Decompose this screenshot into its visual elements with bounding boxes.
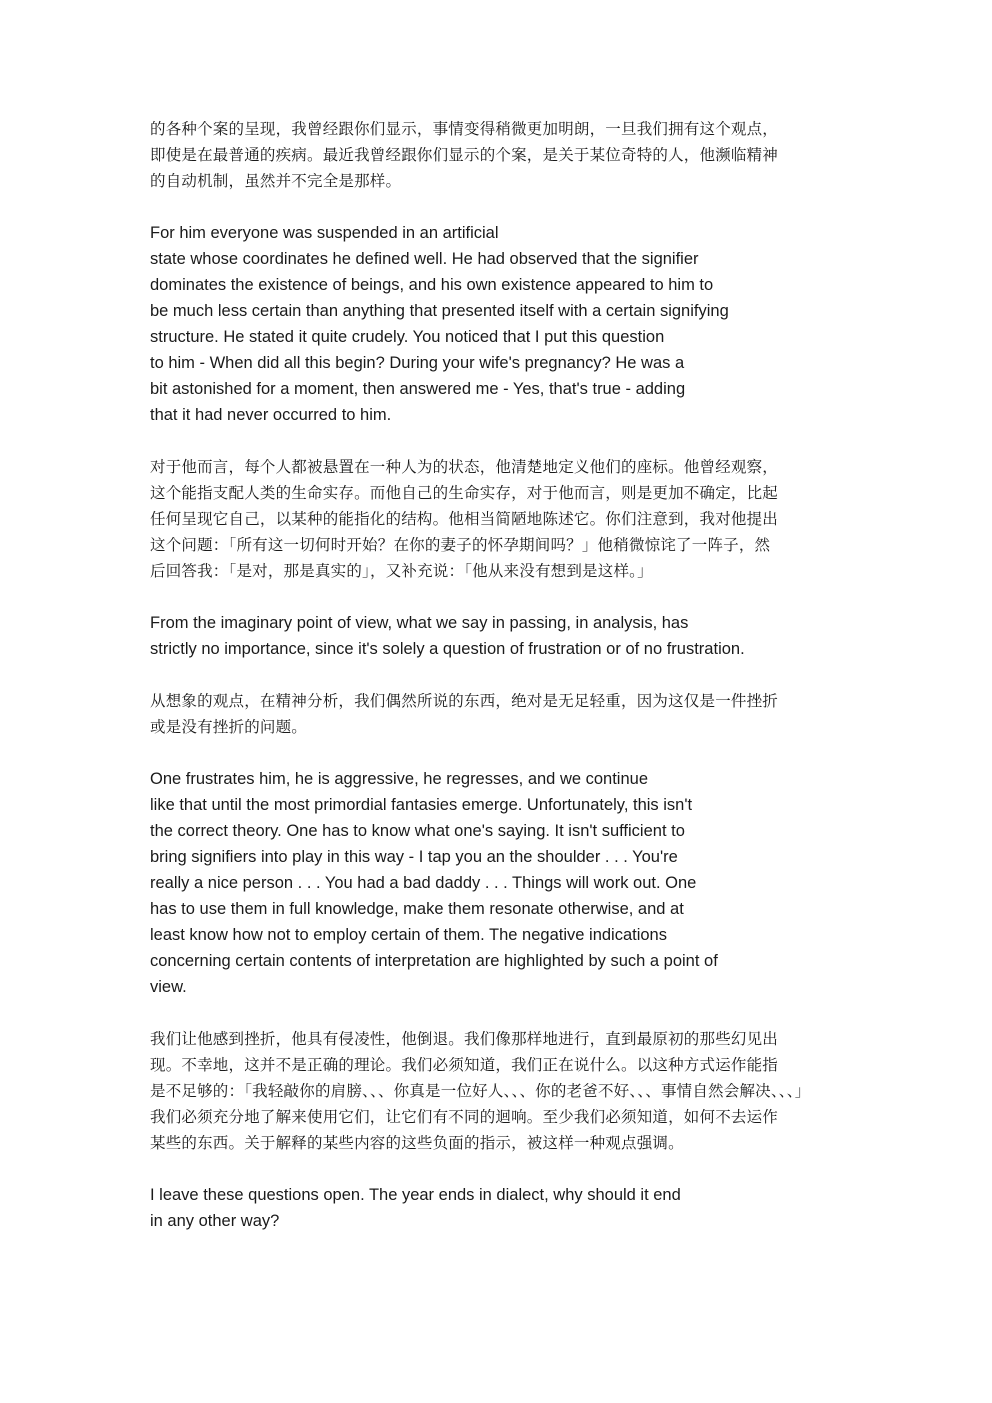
text-line: 这个能指支配人类的生命实存。而他自己的生命实存，对于他而言，则是更加不确定，比起 xyxy=(150,484,779,502)
text-line: like that until the most primordial fantasies emerge. Unfortunately, this isn't xyxy=(150,796,693,814)
paragraph-en-1 xyxy=(150,220,850,428)
document-page xyxy=(150,116,850,1260)
text-line: 现。不幸地，这并不是正确的理论。我们必须知道，我们正在说什么。以这种方式运作能指 xyxy=(150,1056,779,1074)
text-line: concerning certain contents of interpretation are highlighted by such a point of xyxy=(150,952,718,970)
text-line: view. xyxy=(150,978,187,996)
text-line: 对于他而言，每个人都被悬置在一种人为的状态，他清楚地定义他们的座标。他曾经观察， xyxy=(150,458,779,476)
text-line: really a nice person . . . You had a bad daddy . . . Things will work out. One xyxy=(150,874,697,892)
paragraph-en-3 xyxy=(150,766,850,1000)
text-line: 任何呈现它自己，以某种的能指化的结构。他相当简陋地陈述它。你们注意到，我对他提出 xyxy=(150,510,779,528)
paragraph-zh-1 xyxy=(150,116,844,194)
paragraph-zh-4 xyxy=(150,1026,844,1156)
paragraph-zh-2 xyxy=(150,454,844,584)
text-line: 我们让他感到挫折，他具有侵凌性，他倒退。我们像那样地进行，直到最原初的那些幻见出 xyxy=(150,1030,779,1048)
text-line: bring signifiers into play in this way - I tap you an the shoulder . . . You're xyxy=(150,848,678,866)
paragraph-zh-3 xyxy=(150,688,844,740)
text-line: 后回答我：「是对，那是真实的」，又补充说：「他从来没有想到是这样。」 xyxy=(150,562,653,580)
text-line: 从想象的观点，在精神分析，我们偶然所说的东西，绝对是无足轻重，因为这仅是一件挫折 xyxy=(150,692,779,710)
text-line: dominates the existence of beings, and his own existence appeared to him to xyxy=(150,276,714,294)
text-line: 即使是在最普通的疾病。最近我曾经跟你们显示的个案，是关于某位奇特的人，他濒临精神 xyxy=(150,146,779,164)
text-line: 某些的东西。关于解释的某些内容的这些负面的指示，被这样一种观点强调。 xyxy=(150,1134,684,1152)
text-line: the correct theory. One has to know what one's saying. It isn't sufficient to xyxy=(150,822,685,840)
text-line: 或是没有挫折的问题。 xyxy=(150,718,308,736)
text-line: least know how not to employ certain of them. The negative indications xyxy=(150,926,667,944)
paragraph-en-2 xyxy=(150,610,850,662)
text-line: strictly no importance, since it's solely a question of frustration or of no frustration. xyxy=(150,640,745,658)
text-line: I leave these questions open. The year ends in dialect, why should it end xyxy=(150,1186,681,1204)
text-line: From the imaginary point of view, what we say in passing, in analysis, has xyxy=(150,614,689,632)
text-line: 这个问题：「所有这一切何时开始？在你的妻子的怀孕期间吗？」他稍微惊诧了一阵子，然 xyxy=(150,536,771,554)
text-line: has to use them in full knowledge, make them resonate otherwise, and at xyxy=(150,900,684,918)
text-line: structure. He stated it quite crudely. You noticed that I put this question xyxy=(150,328,665,346)
paragraph-en-4 xyxy=(150,1182,850,1234)
text-line: One frustrates him, he is aggressive, he regresses, and we continue xyxy=(150,770,649,788)
text-line: 的自动机制，虽然并不完全是那样。 xyxy=(150,172,402,190)
text-line: state whose coordinates he defined well. He had observed that the signifier xyxy=(150,250,699,268)
text-line: 的各种个案的呈现，我曾经跟你们显示，事情变得稍微更加明朗，一旦我们拥有这个观点， xyxy=(150,120,779,138)
text-line: For him everyone was suspended in an artificial xyxy=(150,224,499,242)
text-line: in any other way? xyxy=(150,1212,280,1230)
text-line: 我们必须充分地了解来使用它们，让它们有不同的迴响。至少我们必须知道，如何不去运作 xyxy=(150,1108,779,1126)
text-line: bit astonished for a moment, then answered me - Yes, that's true - adding xyxy=(150,380,686,398)
text-line: that it had never occurred to him. xyxy=(150,406,392,424)
text-line: be much less certain than anything that presented itself with a certain signifying xyxy=(150,302,729,320)
text-line: 是不足够的：「我轻敲你的肩膀、、、你真是一位好人、、、你的老爸不好、、、事情自然会解决、、、」 xyxy=(150,1082,811,1100)
text-line: to him - When did all this begin? During your wife's pregnancy? He was a xyxy=(150,354,685,372)
